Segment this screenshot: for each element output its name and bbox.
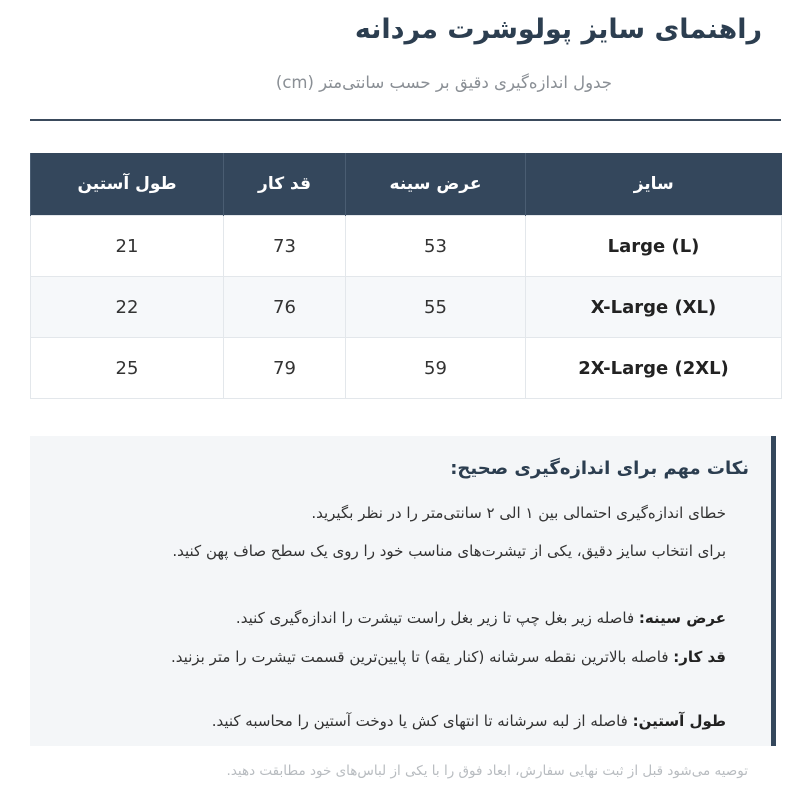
page-subtitle: جدول اندازه‌گیری دقیق بر حسب سانتی‌متر (cm) bbox=[275, 73, 612, 92]
column-header-length: قد کار bbox=[224, 153, 346, 216]
note-text: برای انتخاب سایز دقیق، یکی از تیشرت‌های مناسب خود را روی یک سطح صاف پهن کنید. bbox=[172, 542, 726, 560]
note-label: قد کار: bbox=[673, 648, 726, 666]
length-cell: 73 bbox=[224, 216, 346, 277]
table-body bbox=[31, 216, 782, 399]
column-header-chest: عرض سینه bbox=[346, 153, 526, 216]
note-text: فاصله زیر بغل چپ تا زیر بغل راست تیشرت را اندازه‌گیری کنید. bbox=[235, 609, 635, 627]
note-item bbox=[311, 498, 726, 529]
sleeve-cell: 21 bbox=[31, 216, 224, 277]
notes-title: نکات مهم برای اندازه‌گیری صحیح: bbox=[450, 458, 749, 479]
chest-cell: 59 bbox=[346, 338, 526, 399]
table-row bbox=[31, 338, 782, 399]
sleeve-cell: 22 bbox=[31, 277, 224, 338]
header-divider bbox=[30, 119, 781, 121]
measurement-notes-box bbox=[30, 436, 776, 746]
size-cell: X-Large (XL) bbox=[526, 277, 782, 338]
note-item bbox=[212, 706, 726, 737]
column-header-size: سایز bbox=[526, 153, 782, 216]
size-cell: 2X-Large (2XL) bbox=[526, 338, 782, 399]
note-text: فاصله بالاترین نقطه سرشانه (کنار یقه) تا پایین‌ترین قسمت تیشرت را متر بزنید. bbox=[171, 648, 669, 666]
length-cell: 76 bbox=[224, 277, 346, 338]
table-header bbox=[31, 153, 782, 216]
note-text: فاصله از لبه سرشانه تا انتهای کش یا دوخت آستین را محاسبه کنید. bbox=[211, 712, 628, 730]
note-text: خطای اندازه‌گیری احتمالی بین ۱ الی ۲ سانتی‌متر را در نظر بگیرید. bbox=[311, 504, 726, 522]
column-header-sleeve: طول آستین bbox=[31, 153, 224, 216]
table-header-row bbox=[31, 153, 782, 216]
table-row bbox=[31, 277, 782, 338]
size-cell: Large (L) bbox=[526, 216, 782, 277]
footer-note: توصیه می‌شود قبل از ثبت نهایی سفارش، ابعاد فوق را با یکی از لباس‌های خود مطابقت دهید. bbox=[226, 763, 748, 779]
size-table bbox=[30, 153, 782, 399]
chest-cell: 55 bbox=[346, 277, 526, 338]
page-title: راهنمای سایز پولوشرت مردانه bbox=[354, 14, 762, 45]
note-item bbox=[36, 642, 726, 673]
length-cell: 79 bbox=[224, 338, 346, 399]
chest-cell: 53 bbox=[346, 216, 526, 277]
note-item bbox=[46, 536, 726, 567]
note-label: طول آستین: bbox=[632, 712, 726, 730]
note-label: عرض سینه: bbox=[638, 609, 726, 627]
table-row bbox=[31, 216, 782, 277]
sleeve-cell: 25 bbox=[31, 338, 224, 399]
note-item bbox=[236, 603, 726, 634]
